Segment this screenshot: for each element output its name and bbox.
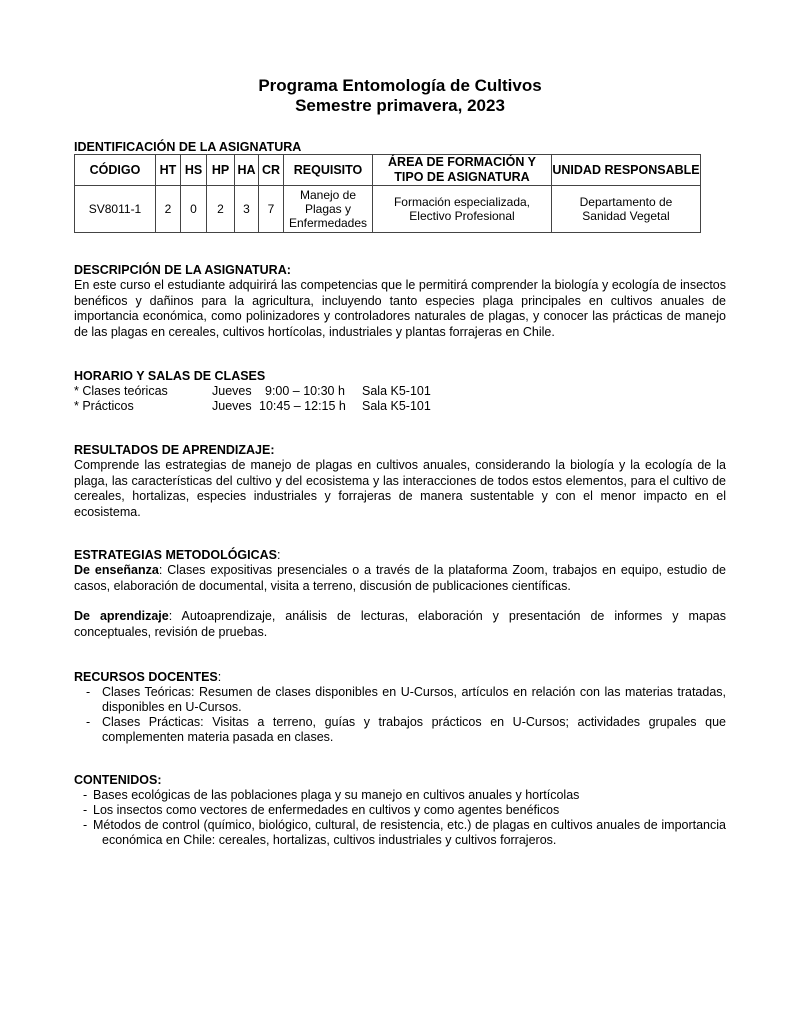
- cell-requisito: Manejo de Plagas y Enfermedades: [284, 186, 373, 233]
- contenidos-list: [74, 788, 726, 848]
- dash-bullet: -: [83, 788, 88, 802]
- list-item: [74, 685, 726, 715]
- list-item: [74, 818, 726, 848]
- header-codigo: CÓDIGO: [75, 155, 156, 186]
- course-info-table: [74, 154, 701, 233]
- schedule-day: Jueves: [212, 399, 252, 413]
- contenidos-heading: CONTENIDOS:: [74, 773, 162, 787]
- header-area: ÁREA DE FORMACIÓN Y TIPO DE ASIGNATURA: [373, 155, 552, 186]
- header-unidad: UNIDAD RESPONSABLE: [552, 155, 701, 186]
- dash-bullet: -: [86, 685, 91, 699]
- schedule-time: 10:45 – 12:15 h: [259, 399, 346, 413]
- title-line-1: Programa Entomología de Cultivos: [258, 76, 542, 95]
- cell-hs: 0: [181, 186, 207, 233]
- ensenanza-paragraph: [74, 563, 726, 594]
- recursos-list: [74, 685, 726, 745]
- table-row: [75, 186, 701, 233]
- header-hs: HS: [181, 155, 207, 186]
- document-title: [0, 76, 800, 116]
- list-item: [74, 788, 726, 803]
- header-cr: CR: [259, 155, 284, 186]
- horario-heading: HORARIO Y SALAS DE CLASES: [74, 369, 266, 383]
- header-hp: HP: [207, 155, 235, 186]
- aprendizaje-text: : Autoaprendizaje, análisis de lecturas, elaboración y presentación de informes y mapas conceptuales, revisión de pruebas.: [74, 609, 726, 639]
- estrategias-heading: ESTRATEGIAS METODOLÓGICAS: [74, 548, 278, 562]
- cell-hp: 2: [207, 186, 235, 233]
- schedule-type: * Clases teóricas: [74, 384, 168, 398]
- list-item-text: Los insectos como vectores de enfermedades en cultivos y como agentes benéficos: [93, 803, 560, 817]
- schedule-type: * Prácticos: [74, 399, 134, 413]
- list-item-text: Bases ecológicas de las poblaciones plaga y su manejo en cultivos anuales y hortícolas: [93, 788, 580, 802]
- schedule-room: Sala K5-101: [362, 384, 431, 398]
- ensenanza-text: : Clases expositivas presenciales o a través de la plataforma Zoom, trabajos en equipo, estudio de casos, elaboración de documental, visita a terreno, discusión de publicaciones científicas.: [74, 563, 726, 593]
- list-item-text: Clases Teóricas: Resumen de clases disponibles en U-Cursos, artículos en relación con las materias tratadas, disponibles en U-Cursos.: [102, 685, 726, 714]
- dash-bullet: -: [83, 803, 88, 817]
- cell-cr: 7: [259, 186, 284, 233]
- estrategias-heading-line: [74, 548, 281, 563]
- schedule-time: 9:00 – 10:30 h: [265, 384, 345, 398]
- descripcion-heading: DESCRIPCIÓN DE LA ASIGNATURA:: [74, 263, 291, 277]
- header-requisito: REQUISITO: [284, 155, 373, 186]
- list-item-text: Clases Prácticas: Visitas a terreno, guías y trabajos prácticos en U-Cursos; actividades grupales que complementen materia pasada en clases.: [102, 715, 726, 744]
- dash-bullet: -: [86, 715, 91, 729]
- header-ha: HA: [235, 155, 259, 186]
- recursos-heading: RECURSOS DOCENTES: [74, 670, 218, 684]
- aprendizaje-paragraph: [74, 609, 726, 640]
- table-header-row: [75, 155, 701, 186]
- schedule-day: Jueves: [212, 384, 252, 398]
- cell-area: Formación especializada, Electivo Profesional: [373, 186, 552, 233]
- header-ht: HT: [156, 155, 181, 186]
- recursos-colon: :: [217, 670, 222, 684]
- cell-unidad: Departamento de Sanidad Vegetal: [552, 186, 701, 233]
- list-item-text: Métodos de control (químico, biológico, cultural, de resistencia, etc.) de plagas en cultivos anuales de importancia económica en Chile: cereales, hortalizas, cultivos industriales y cultivos forrajeros.: [93, 818, 726, 847]
- recursos-heading-line: [74, 670, 221, 685]
- resultados-text: Comprende las estrategias de manejo de plagas en cultivos anuales, considerando la biología y la ecología de la plaga, las características del cultivo y del ecosistema y las interacciones de todos estos elementos, para el cultivo de cereales, hortalizas, especies industriales y forrajeras de manera sustentable y con el menor impacto en el ecosistema.: [74, 458, 726, 519]
- descripcion-text: En este curso el estudiante adquirirá las competencias que le permitirá comprender la biología y ecología de insectos benéficos y dañinos para la agricultura, incluyendo tanto especies plaga principales en cultivos anuales de importancia económica, como polinizadores y controladores naturales de plagas, y conocer las prácticas de manejo de las plagas en cereales, cultivos hortícolas, industriales y plantas forrajeras en Chile.: [74, 278, 726, 339]
- aprendizaje-label: De aprendizaje: [74, 609, 169, 623]
- ensenanza-label: De enseñanza: [74, 563, 159, 577]
- cell-ht: 2: [156, 186, 181, 233]
- identificacion-heading: IDENTIFICACIÓN DE LA ASIGNATURA: [74, 140, 302, 154]
- title-line-2: Semestre primavera, 2023: [295, 96, 505, 115]
- dash-bullet: -: [83, 818, 88, 832]
- list-item: [74, 715, 726, 745]
- cell-codigo: SV8011-1: [75, 186, 156, 233]
- resultados-heading: RESULTADOS DE APRENDIZAJE:: [74, 443, 275, 457]
- cell-ha: 3: [235, 186, 259, 233]
- list-item: [74, 803, 726, 818]
- estrategias-colon: :: [277, 548, 281, 562]
- schedule-room: Sala K5-101: [362, 399, 431, 413]
